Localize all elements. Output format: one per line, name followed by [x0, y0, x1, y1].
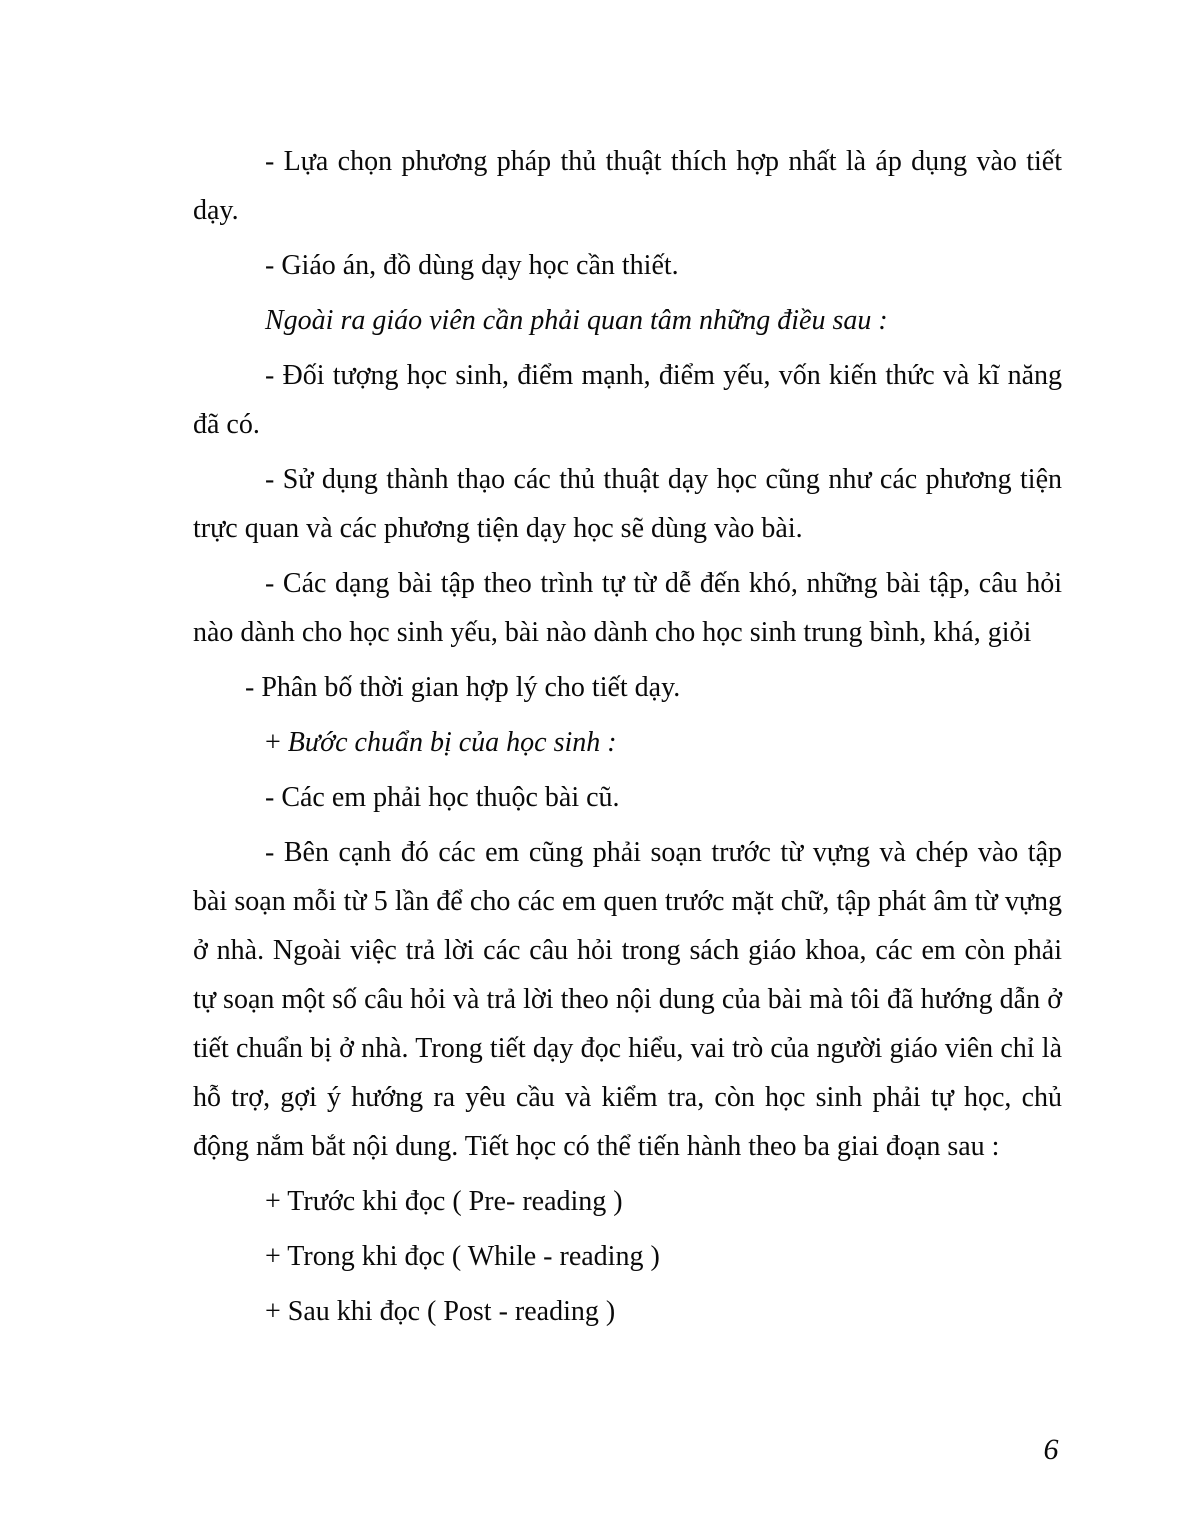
paragraph: - Đối tượng học sinh, điểm mạnh, điểm yếu, vốn kiến thức và kĩ năng đã có. — [193, 360, 1062, 440]
paragraph: - Sử dụng thành thạo các thủ thuật dạy học cũng như các phương tiện trực quan và các phương tiện dạy học sẽ dùng vào bài. — [193, 464, 1062, 544]
paragraph: - Các em phải học thuộc bài cũ. — [265, 782, 620, 813]
paragraph-marker: + — [265, 727, 288, 758]
paragraph-note-heading: Ngoài ra giáo viên cần phải quan tâm những điều sau : — [265, 305, 888, 336]
paragraph: - Bên cạnh đó các em cũng phải soạn trước từ vựng và chép vào tập bài soạn mỗi từ 5 lần để cho các em quen trước mặt chữ, tập phát âm từ vựng ở nhà. Ngoài việc trả lời các câu hỏi trong sách giáo khoa, các em còn phải tự soạn một số câu hỏi và trả lời theo nội dung của bài mà tôi đã hướng dẫn ở tiết chuẩn bị ở nhà. Trong tiết dạy đọc hiểu, vai trò của người giáo viên chỉ là hỗ trợ, gợi ý hướng ra yêu cầu và kiểm tra, còn học sinh phải tự học, chủ động nắm bắt nội dung. Tiết học có thể tiến hành theo ba giai đoạn sau : — [193, 837, 1062, 1162]
paragraph: - Phân bố thời gian hợp lý cho tiết dạy. — [245, 672, 681, 703]
paragraph-heading-text: Bước chuẩn bị của học sinh : — [287, 727, 617, 758]
paragraph-stage-item: + Trong khi đọc ( While - reading ) — [265, 1241, 660, 1272]
paragraph-section-heading — [193, 718, 1062, 767]
paragraph: - Giáo án, đồ dùng dạy học cần thiết. — [265, 250, 679, 281]
paragraph: - Các dạng bài tập theo trình tự từ dễ đến khó, những bài tập, câu hỏi nào dành cho học sinh yếu, bài nào dành cho học sinh trung bình, khá, giỏi — [193, 568, 1062, 648]
document-body — [193, 137, 1062, 1342]
paragraph: - Lựa chọn phương pháp thủ thuật thích hợp nhất là áp dụng vào tiết dạy. — [193, 146, 1062, 226]
paragraph-stage-item: + Sau khi đọc ( Post - reading ) — [265, 1296, 616, 1327]
page-number: 6 — [1043, 1433, 1059, 1466]
paragraph-stage-item: + Trước khi đọc ( Pre- reading ) — [265, 1186, 623, 1217]
